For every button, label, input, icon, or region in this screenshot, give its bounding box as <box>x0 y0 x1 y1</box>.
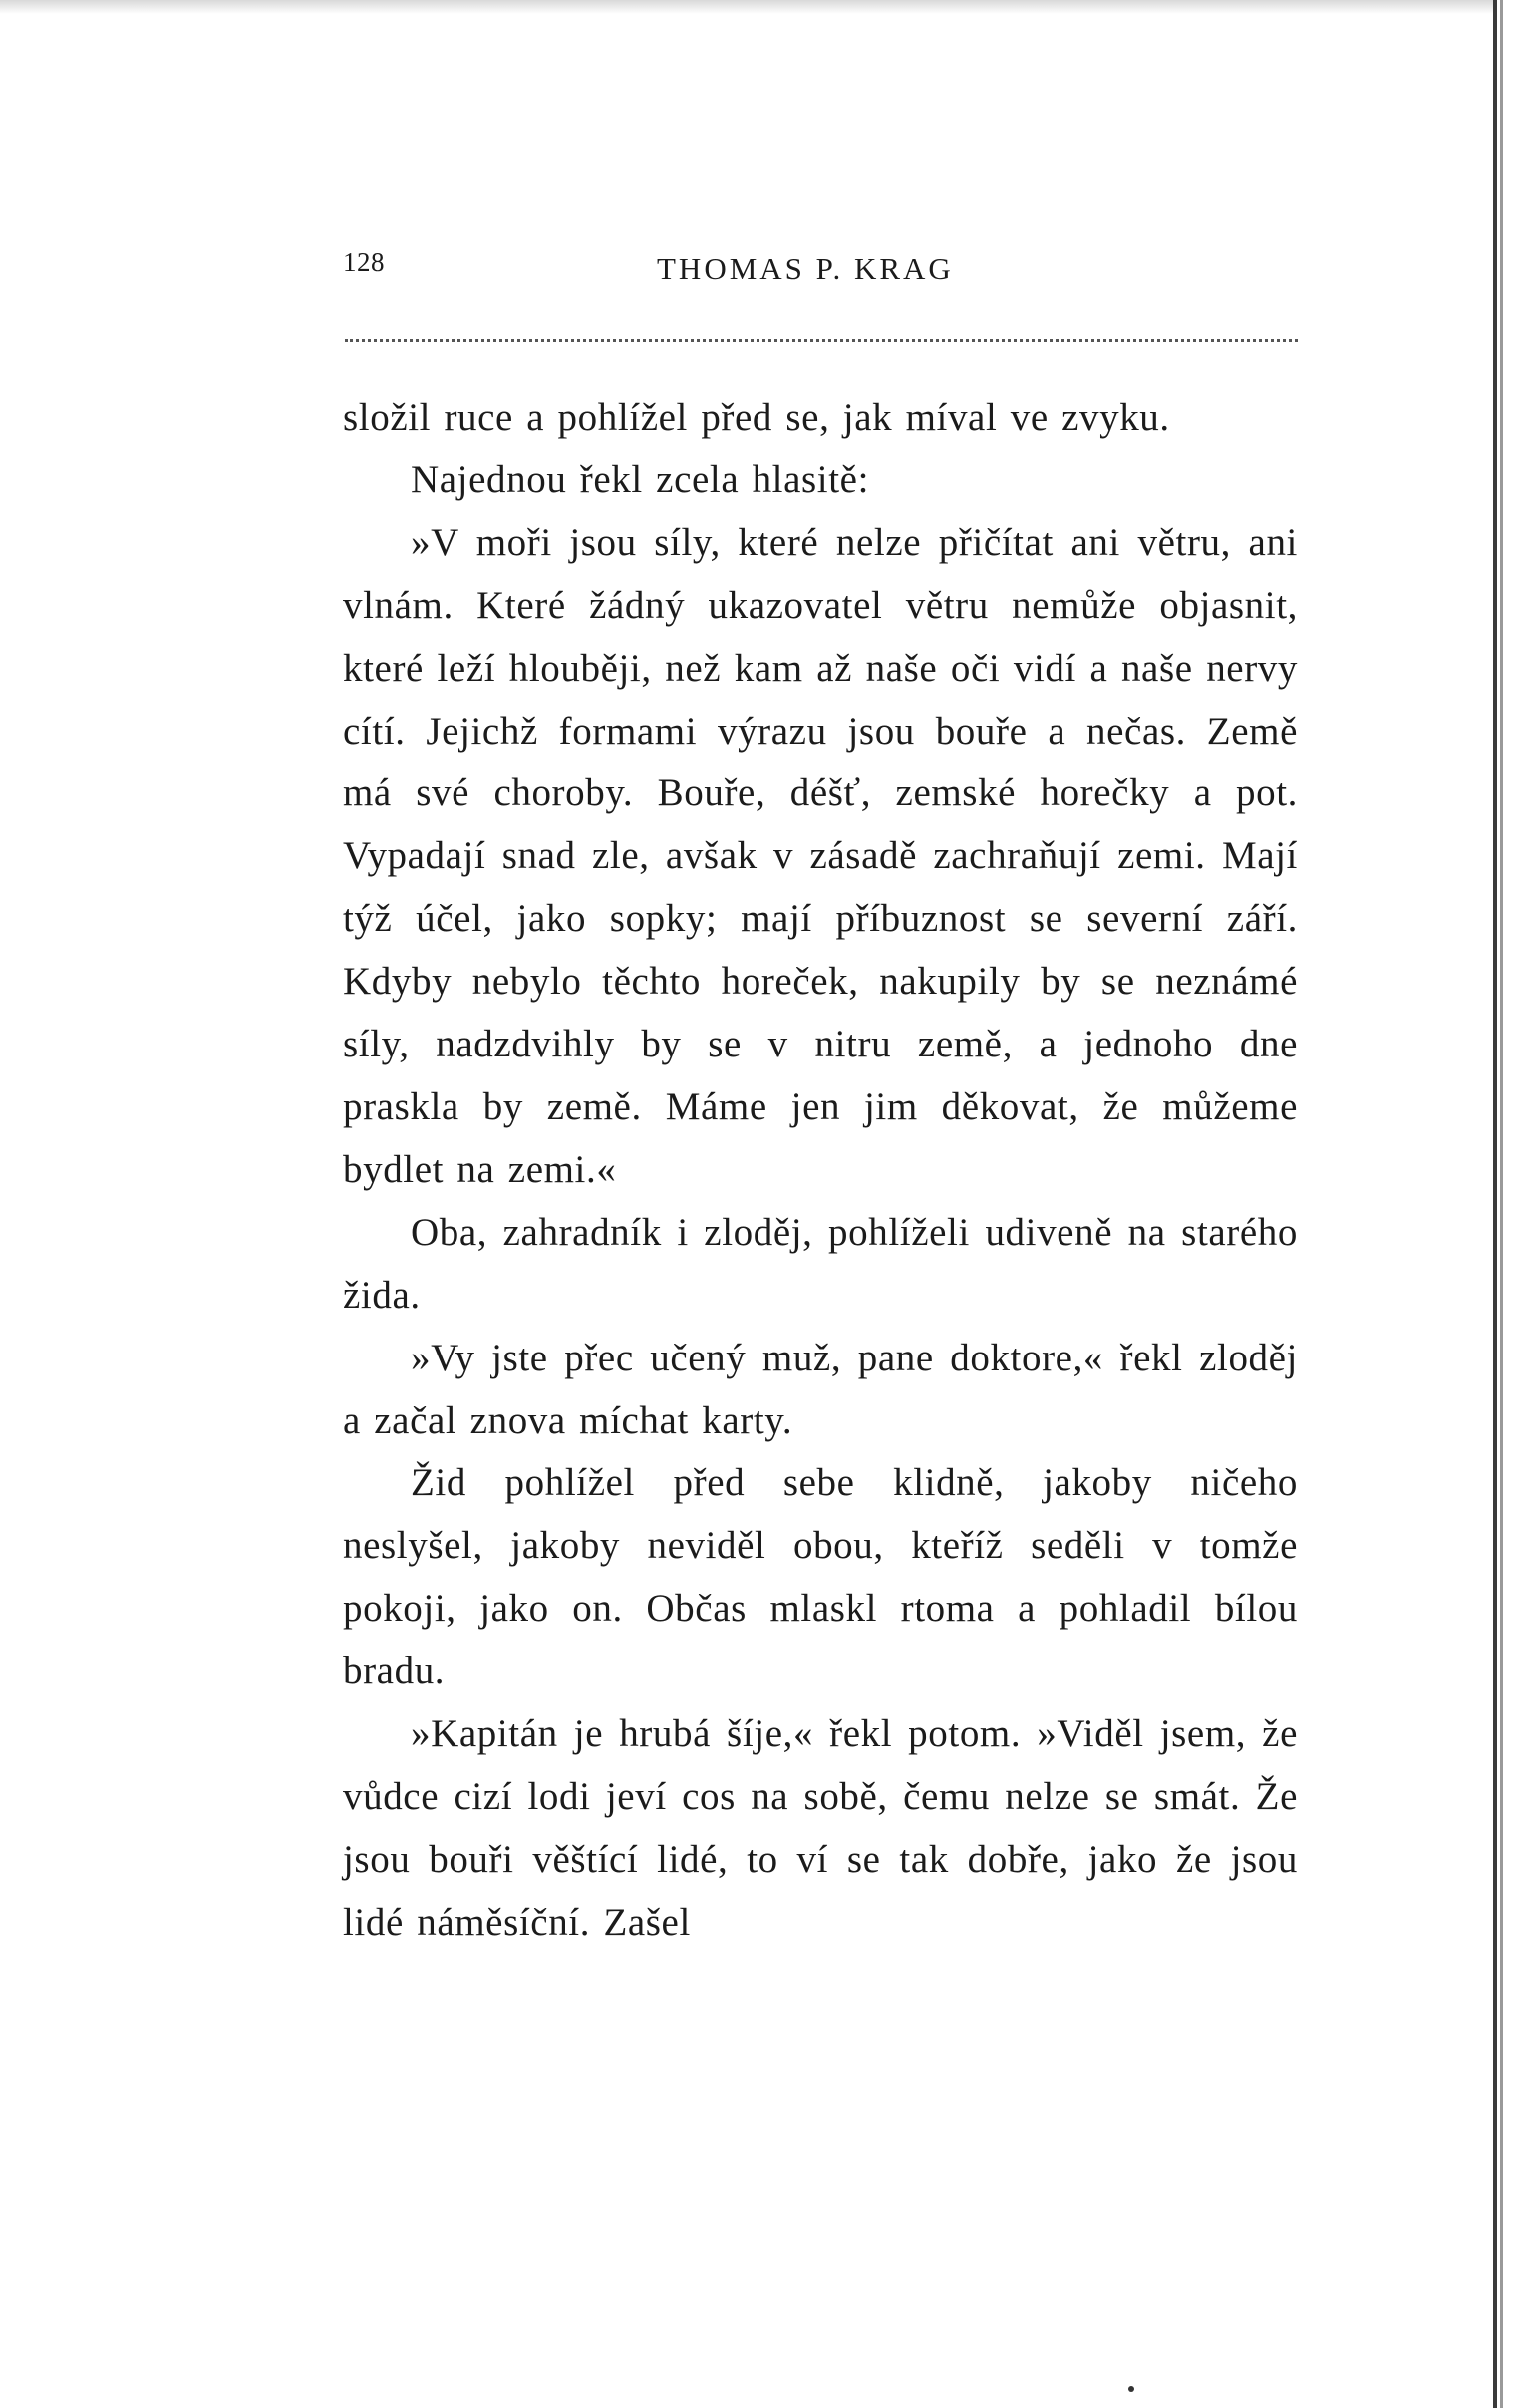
paragraph: Najednou řekl zcela hlasitě: <box>411 457 870 501</box>
paragraph: Oba, zahradník i zloděj, pohlíželi udiveně na starého žida. <box>343 1210 1298 1317</box>
paragraph-speech: »V moři jsou síly, které nelze přičítat ani větru, ani vlnám. Které žádný ukazovatel větru nemůže objasnit, které leží hlouběji, než kam až naše oči vidí a naše nervy cítí. Jejichž formami výrazu jsou bouře a nečas. Země má své choroby. Bouře, déšť, zemské horečky a pot. Vypadají snad zle, avšak v zásadě zachraňují zemi. Mají týž účel, jako sopky; mají příbuznost se severní září. Kdyby nebylo těchto horeček, nakupily by se neznámé síly, nadzdvihly by se v nitru země, a jednoho dne praskla by země. Máme jen jim děkovat, že můžeme bydlet na zemi.« <box>343 520 1298 1191</box>
scan-right-edge-line <box>1500 0 1503 2408</box>
header-rule <box>345 339 1298 342</box>
paragraph: »Vy jste přec učený muž, pane doktore,« řekl zloděj a začal znova míchat karty. <box>343 1336 1298 1442</box>
page-number: 128 <box>343 247 385 277</box>
running-head <box>343 247 1300 287</box>
running-title: THOMAS P. KRAG <box>657 251 954 286</box>
book-page <box>343 0 1300 2408</box>
scan-speck <box>1128 2386 1134 2392</box>
paragraph-last: »Kapitán je hrubá šíje,« řekl potom. »Viděl jsem, že vůdce cizí lodi jeví cos na sobě, čemu nelze se smát. Že jsou bouři věštící lidé, to ví se tak dobře, jako že jsou lidé náměsíční. Zašel <box>343 1712 1298 1944</box>
paragraph-continuation: složil ruce a pohlížel před se, jak míval ve zvyku. <box>343 396 1170 439</box>
paragraph: Žid pohlížel před sebe klidně, jakoby ničeho neslyšel, jakoby neviděl obou, kteříž seděli v tomže pokoji, jako on. Občas mlaskl rtoma a pohladil bílou bradu. <box>343 1461 1298 1693</box>
scan-right-edge <box>1493 0 1515 2408</box>
body-text <box>343 387 1298 1955</box>
